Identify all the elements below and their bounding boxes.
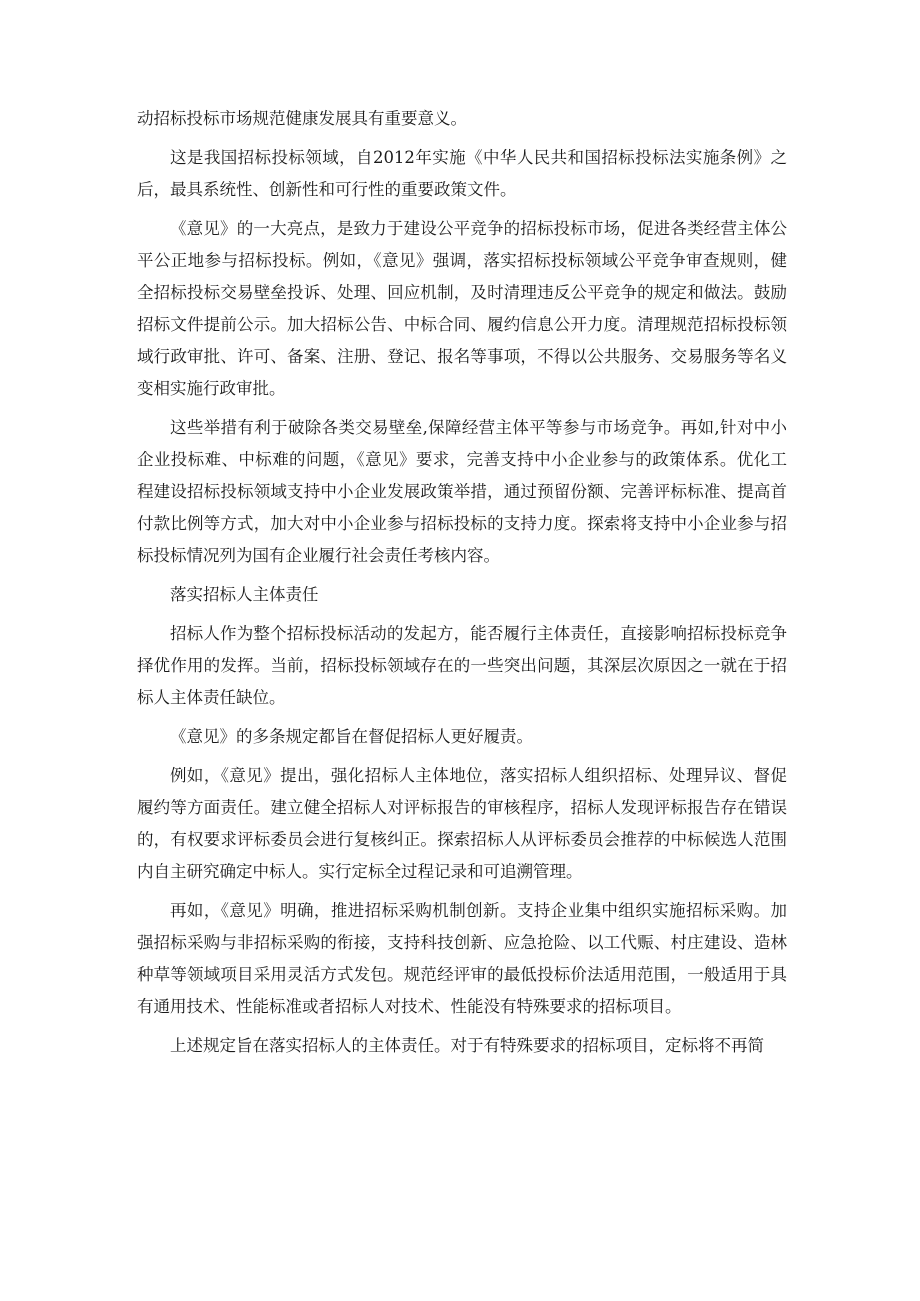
paragraph: 这是我国招标投标领域，自2012年实施《中华人民共和国招标投标法实施条例》之后，最具系统性、创新性和可行性的重要政策文件。 [137,148,787,199]
paragraph: 例如，《意见》提出，强化招标人主体地位，落实招标人组织招标、处理异议、督促履约等方面责任。建立健全招标人对评标报告的审核程序，招标人发现评标报告存在错误的，有权要求评标委员会进行复核纠正。探索招标人从评标委员会推荐的中标候选人范围内自主研究确定中标人。实行定标全过程记录和可追溯管理。 [137,766,787,881]
paragraph: 再如，《意见》明确，推进招标采购机制创新。支持企业集中组织实施招标采购。加强招标采购与非招标采购的衔接，支持科技创新、应急抢险、以工代赈、村庄建设、造林种草等领域项目采用灵活方式发包。规范经评审的最低投标价法适用范围，一般适用于具有通用技术、性能标准或者招标人对技术、性能没有特殊要求的招标项目。 [137,901,787,1016]
paragraph: 《意见》的一大亮点，是致力于建设公平竞争的招标投标市场，促进各类经营主体公平公正地参与招标投标。例如，《意见》强调，落实招标投标领域公平竞争审查规则，健全招标投标交易壁垒投诉、处理、回应机制，及时清理违反公平竞争的规定和做法。鼓励招标文件提前公示。加大招标公告、中标合同、履约信息公开力度。清理规范招标投标领域行政审批、许可、备案、注册、登记、报名等事项，不得以公共服务、交易服务等名义变相实施行政审批。 [137,219,787,398]
paragraph: 上述规定旨在落实招标人的主体责任。对于有特殊要求的招标项目，定标将不再简 [170,1036,764,1055]
paragraph-continued: 动招标投标市场规范健康发展具有重要意义。 [137,109,467,128]
section-heading: 落实招标人主体责任 [170,585,319,604]
paragraph: 招标人作为整个招标投标活动的发起方，能否履行主体责任，直接影响招标投标竞争择优作用的发挥。当前，招标投标领域存在的一些突出问题，其深层次原因之一就在于招标人主体责任缺位。 [137,624,787,707]
paragraph: 这些举措有利于破除各类交易壁垒,保障经营主体平等参与市场竞争。再如,针对中小企业投标难、中标难的问题，《意见》要求，完善支持中小企业参与的政策体系。优化工程建设招标投标领域支持中小企业发展政策举措，通过预留份额、完善评标标准、提高首付款比例等方式，加大对中小企业参与招标投标的支持力度。探索将支持中小企业参与招标投标情况列为国有企业履行社会责任考核内容。 [137,418,787,565]
paragraph: 《意见》的多条规定都旨在督促招标人更好履责。 [170,727,533,746]
document-body [137,103,787,1069]
